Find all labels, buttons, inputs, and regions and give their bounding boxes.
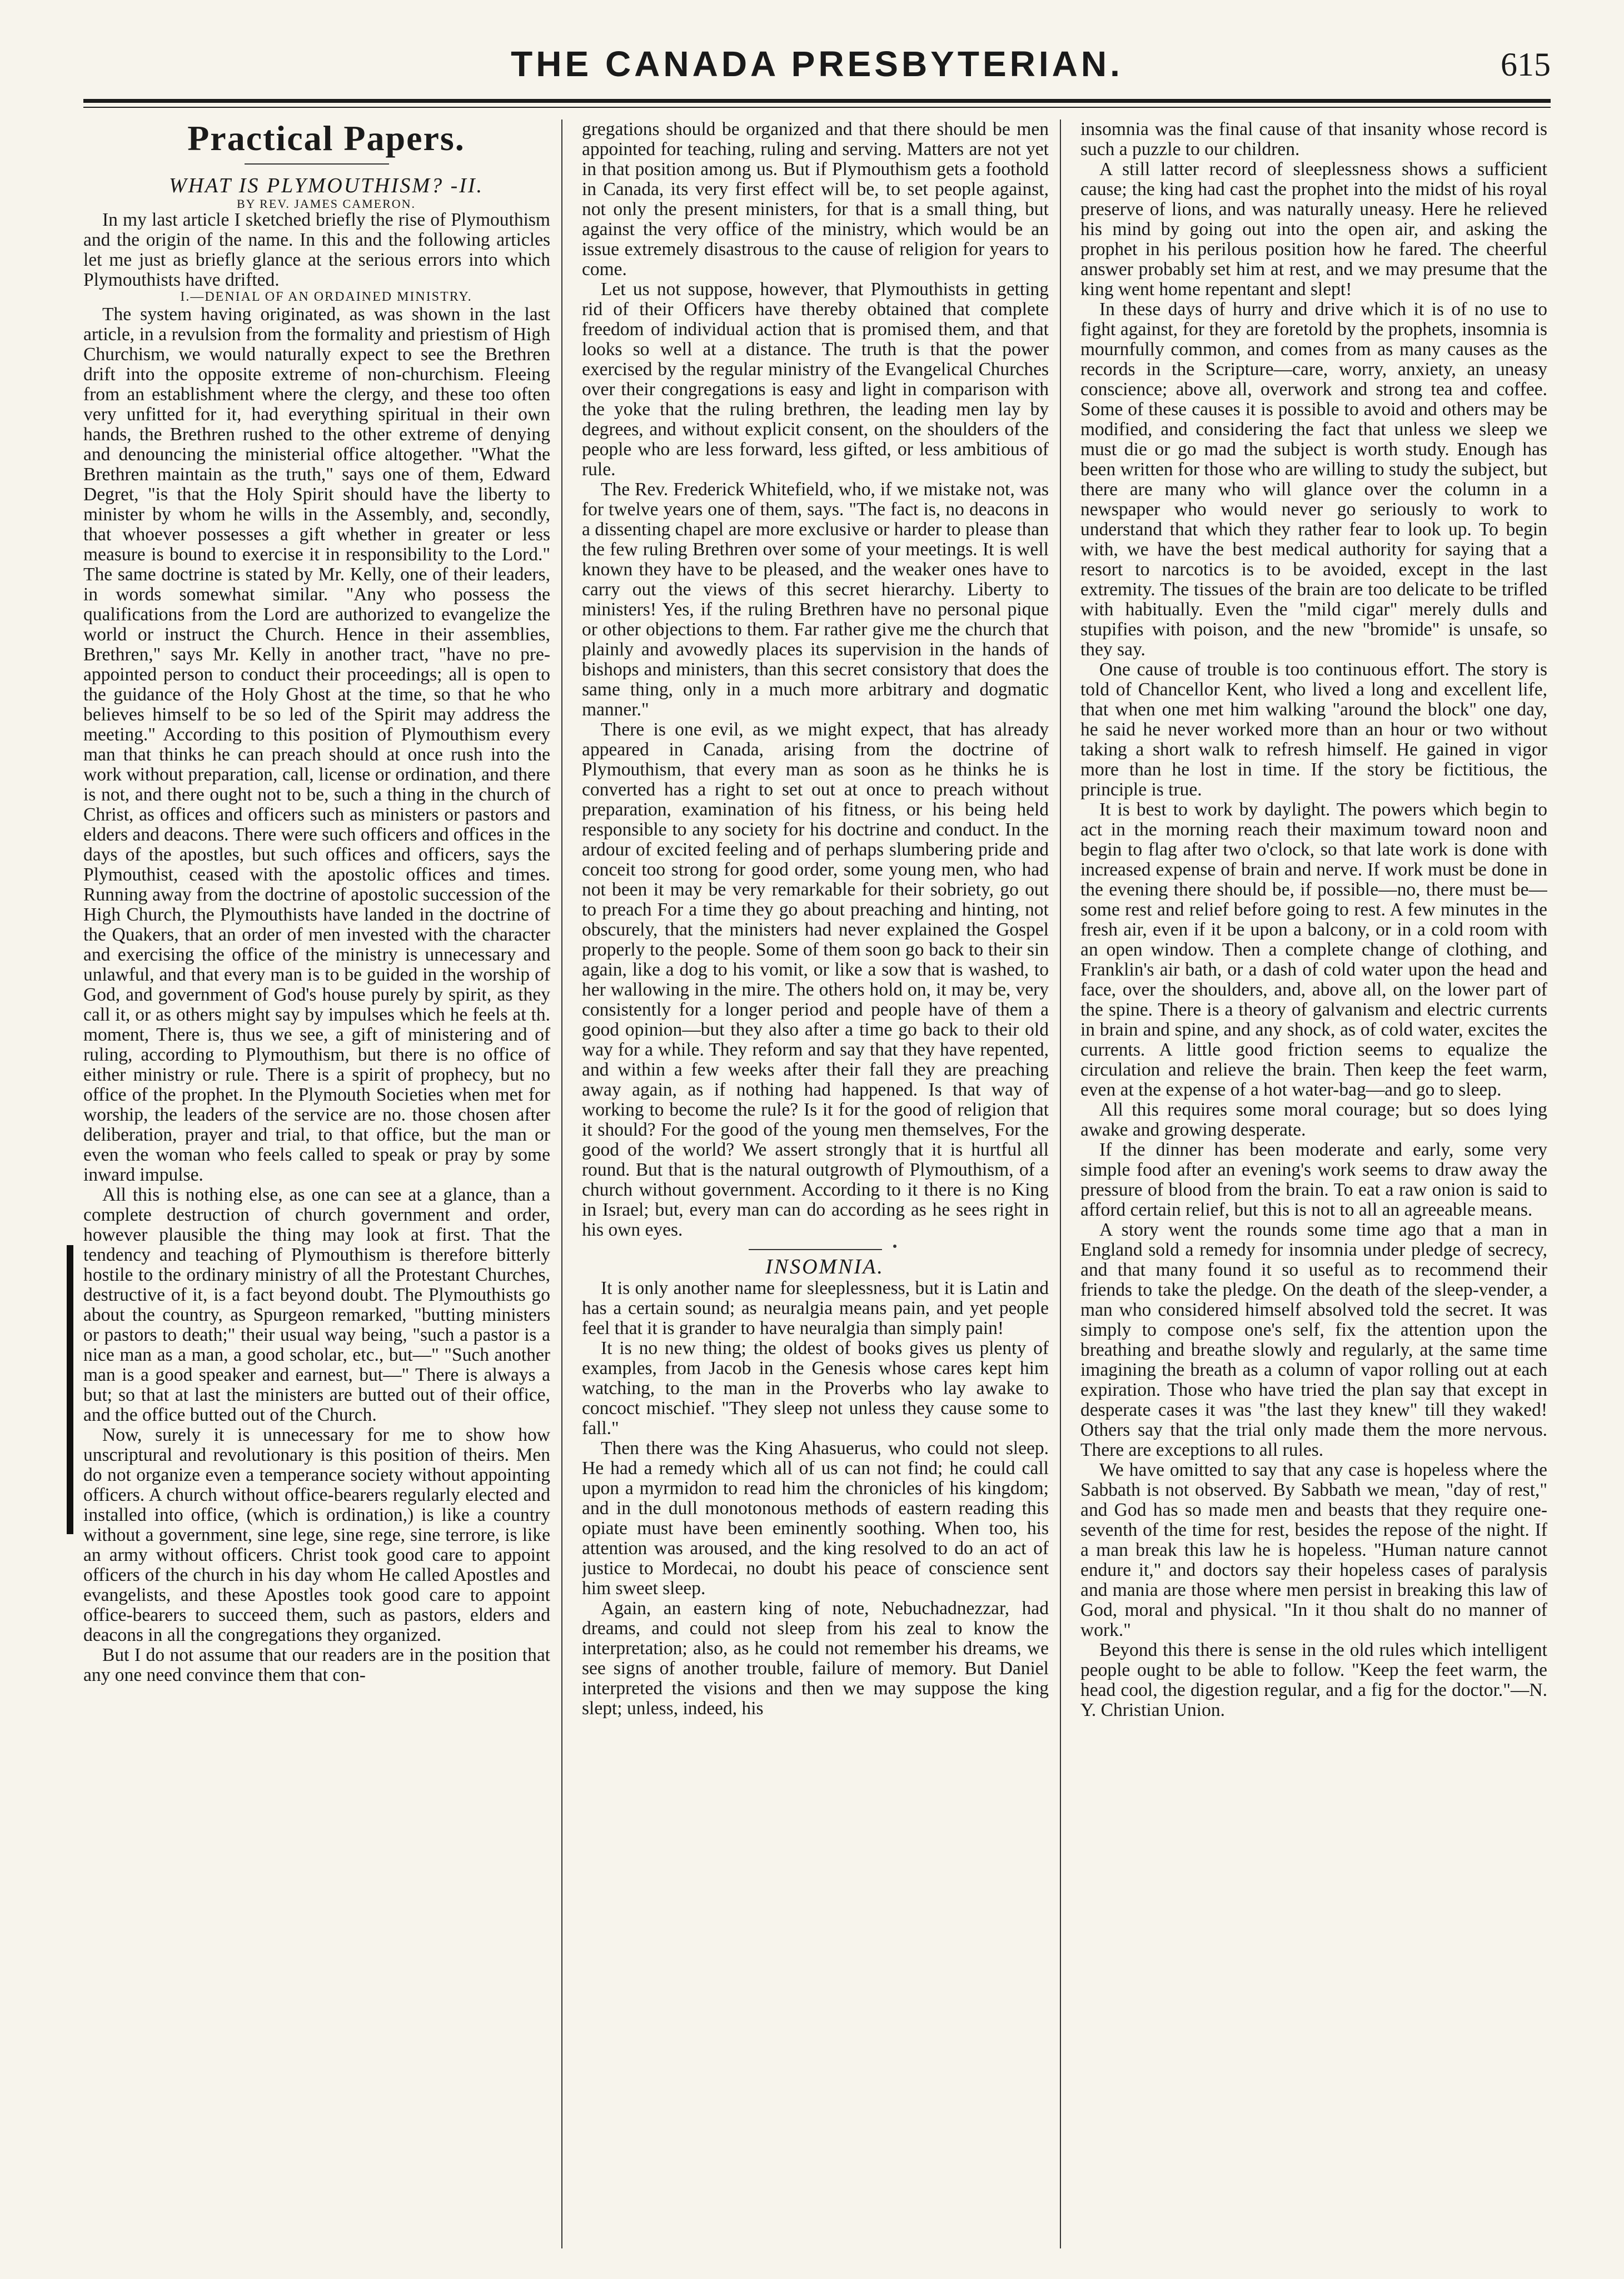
paragraph: It is best to work by daylight. The powers which begin to act in the morning reach their maximum toward noon and begin to flag after two o'clock, so that late work is done with increased expense of brain and nerve. If work must be done in the evening there should be, if possible—no, there must be—some rest and relief before going to rest. A few minutes in the fresh air, even if it be upon a balcony, or in a cold room with an open window. Then a complete change of clothing, and Franklin's air bath, or a dash of cold water upon the head and face, over the shoulders, and, above all, on the lower part of the spine. There is a theory of galvanism and electric currents in brain and spine, and any shock, as of cold water, excites the currents. A little good friction seems to equalize the circulation and relieve the brain. Then keep the feet warm, even at the expense of a hot water-bag—and go to sleep. (1080, 799, 1547, 1100)
article-title: WHAT IS PLYMOUTHISM? -II. (168, 173, 484, 197)
paragraph: Then there was the King Ahasuerus, who could not sleep. He had a remedy which all of us can not find; he could call upon a myrmidon to read him the chronicles of his kingdom; and in the dull monotonous methods of eastern reading this opiate must have been eminently soothing. When too, his attention was aroused, and the king resolved to do an act of justice to Mordecai, no doubt his peace of conscience sent him sweet sleep. (582, 1437, 1049, 1599)
article-title: INSOMNIA. (765, 1255, 884, 1278)
paragraph: Now, surely it is unnecessary for me to show how unscriptural and revolutionary is this position of theirs. Men do not organize even a temperance society without appointing officers. A church without office-bearers regularly elected and installed into office, (which is ordination,) is like a country without a government, sine lege, sine rege, sine terrore, is like an army without officers. Christ took good care to appoint officers of the church in his day whom He called Apostles and evangelists, and these Apostles took good care to appoint office-bearers to succeed them, such as pastors, elders and deacons in all the congregations they organized. (83, 1425, 550, 1646)
paragraph: One cause of trouble is too continuous effort. The story is told of Chancellor Kent, who lived a long and excellent life, that when one met him walking "around the block" one day, he said he never worked more than an hour or two without taking a short walk to refresh himself. He gained in vigor more than he lost in time. If the story be fictitious, the principle is true. (1080, 659, 1547, 800)
paragraph: A still latter record of sleeplessness shows a sufficient cause; the king had cast the prophet into the midst of his royal preserve of lions, and was naturally uneasy. Here he relieved his mind by going out into the open air, and asking the prophet in his perilous position how he fared. The cheerful answer probably set him at rest, and we may presume that the king went home repentant and slept! (1080, 159, 1547, 300)
paragraph: The system having originated, as was shown in the last article, in a revulsion from the formality and priestism of High Churchism, we would naturally expect to see the Brethren drift into the opposite extreme of non-churchism. Fleeing from an establishment where the clergy, and these too often very unfitted for it, had everything spiritual in their own hands, the Brethren rushed to the other extreme of denying and denouncing the ministerial office altogether. "What the Brethren maintain as the truth," says one of them, Edward Degret, "is that the Holy Spirit should have the liberty to minister by whom he wills in the Assembly, and, secondly, that whoever possesses a gift whether in greater or less measure is bound to exercise it in responsibility to the Lord." The same doctrine is stated by Mr. Kelly, one of their leaders, in words somewhat similar. "Any who possess the qualifications from the Lord are authorized to evangelize the world or instruct the Church. Hence in their assemblies, Brethren," says Mr. Kelly in another tract, "have no pre-appointed person to conduct their proceedings; all is open to the guidance of the Holy Ghost at the time, so that he who believes himself to be so led of the Spirit may address the meeting." According to this position of Plymouthism every man that thinks he can preach should at once rush into the work without preparation, call, license or ordination, and there is not, and there ought not to be, such a thing in the church of Christ, as offices and officers such as ministers or pastors and elders and deacons. There were such officers and offices in the days of the apostles, but such offices and officers, says the Plymouthist, ceased with the apostolic offices and times. Running away from the doctrine of apostolic succession of the High Church, the Plymouthists have landed in the doctrine of the Quakers, that an order of men invested with the character and exercising the office of the ministry is unnecessary and unlawful, and that every man is to be guided in the worship of God, and government of God's house purely by spirit, as they call it, or as others might say by impulses which he feels at th. moment, There is, thus we see, a gift of ministering and of ruling, according to Plymouthism, but there is no office of either ministry or rule. There is a spirit of prophecy, but no office of the prophet. In the Plymouth Societies when met for worship, the leaders of the service are no. those chosen after deliberation, prayer and trial, to that office, but the man or even the woman who feels called to speak or pray by some inward impulse. (83, 304, 550, 1186)
header-rule-thick (83, 99, 1551, 103)
paragraph: It is only another name for sleeplessness, but it is Latin and has a certain sound; as neuralgia means pain, and yet people feel that it is grander to have neuralgia than simply pain! (582, 1277, 1049, 1338)
paragraph: In my last article I sketched briefly the rise of Plymouthism and the origin of the name. In this and the following articles let me just as briefly glance at the serious errors into which Plymouthists have drifted. (83, 210, 550, 291)
column-middle (582, 120, 1049, 2265)
column-divider (1060, 120, 1061, 2248)
page-number: 615 (1501, 46, 1551, 83)
column-divider (561, 120, 562, 2248)
paragraph: Beyond this there is sense in the old rules which intelligent people ought to be able to follow. "Keep the feet warm, the head cool, the digestion regular, and a fig for the doctor."—N. Y. Christian Union. (1080, 1640, 1547, 1720)
column-left (83, 120, 550, 2265)
heading-rule (245, 163, 389, 165)
article-subheading: I.—DENIAL OF AN ORDAINED MINISTRY. (180, 290, 472, 305)
article-separator (582, 1240, 1049, 1256)
paragraph: Let us not suppose, however, that Plymouthists in getting rid of their Officers have thereby obtained that complete freedom of individual action that is promised them, and that looks so well at a distance. The truth is that the power exercised by the regular ministry of the Evangelical Churches over their congregations is easy and light in comparison with the yoke that the ruling brethren, the leading men lay by degrees, and without explicit consent, on the shoulders of the people who are less forward, less gifted, or less ambitious of rule. (582, 279, 1049, 480)
paragraph: But I do not assume that our readers are in the position that any one need convince them that con- (83, 1645, 550, 1686)
column-right (1080, 120, 1547, 2265)
paragraph: gregations should be organized and that there should be men appointed for teaching, ruling and serving. Matters are not yet in that position among us. But if Plymouthism gets a foothold in Canada, its very first effect will be, to set people against, not only the present ministers, for that is a small thing, but against the very office of the ministry, which would be an issue extremely disastrous to the cause of religion for years to come. (582, 120, 1049, 280)
paragraph: Again, an eastern king of note, Nebuchadnezzar, had dreams, and could not sleep from his zeal to know the interpretation; also, as he could not remember his dreams, we see signs of another trouble, failure of memory. But Daniel interpreted the visions and then we may suppose the king slept; unless, indeed, his (582, 1598, 1049, 1719)
paragraph: If the dinner has been moderate and early, some very simple food after an evening's work seems to draw away the pressure of blood from the brain. To eat a raw onion is said to afford certain relief, but this is not to all an agreeable means. (1080, 1140, 1547, 1220)
paragraph: The Rev. Frederick Whitefield, who, if we mistake not, was for twelve years one of them, says. "The fact is, no deacons in a dissenting chapel are more exclusive or harder to please than the few ruling Brethren over some of your meetings. It is well known they have to be pleased, and the weaker ones have to carry out the views of this secret hierarchy. Liberty to ministers! Yes, if the ruling Brethren have no personal pique or other objections to them. Far rather give me the church that plainly and avowedly places its supervision in the hands of bishops and ministers, than this secret consistory that does the same thing, only in a much more arbitrary and dogmatic manner." (582, 479, 1049, 720)
paragraph: There is one evil, as we might expect, that has already appeared in Canada, arising from the doctrine of Plymouthism, that every man as soon as he thinks he is converted has a right to set out at once to preach without preparation, examination of his fitness, or his being held responsible to any society for his doctrine and conduct. In the ardour of excited feeling and of perhaps slumbering pride and conceit too strong for good order, some young men, who had not been it may be very remarkable for their sobriety, go out to preach For a time they go about preaching and hinting, not obscurely, that the ministers had never explained the Gospel properly to the people. Some of them soon go back to their sin again, like a dog to his vomit, or like a sow that is washed, to her wallowing in the mire. The others hold on, it may be, very consistently for a longer period and people have of them a good opinion—but they also after a time go back to their old way for a while. They reform and say that they have repented, and within a few weeks after their fall they are preaching away again, as if nothing had happened. Is that way of working to become the rule? Is it for the good of religion that it should? For the good of the young men themselves, For the good of the world? We assert strongly that it is hurtful all round. But that is the natural outgrowth of Plymouthism, of a church without government. According to it there is no King in Israel; but, every man can do according as he sees right in his own eyes. (582, 719, 1049, 1240)
paragraph: insomnia was the final cause of that insanity whose record is such a puzzle to our children. (1080, 120, 1547, 160)
margin-mark (67, 1245, 73, 1534)
newspaper-title: THE CANADA PRESBYTERIAN. (511, 44, 1123, 84)
paragraph: A story went the rounds some time ago that a man in England sold a remedy for insomnia under pledge of secrecy, and that many found it so useful as to recommend their friends to take the pledge. On the death of the sleep-vender, a man who considered himself absolved told the secret. It was simply to compose one's self, fix the attention upon the breathing and breathe slowly and regularly, at the same time imagining the breath as a column of vapor rolling out at each expiration. Those who have tried the plan say that except in desperate cases it was "the last they knew" till they waked! Others say that the trial only made them the more nervous. There are exceptions to all rules. (1080, 1220, 1547, 1460)
paragraph: We have omitted to say that any case is hopeless where the Sabbath is not observed. By Sabbath we mean, "day of rest," and God has so made men and beasts that they require one-seventh of the time for rest, besides the repose of the night. If a man break this law he is hopeless. "Human nature cannot endure it," and doctors say their hopeless cases of paralysis and mania are those where men persist in breaking this law of God, moral and physical. "In it thou shalt do no manner of work." (1080, 1460, 1547, 1640)
paragraph: It is no new thing; the oldest of books gives us plenty of examples, from Jacob in the Genesis whose cares kept him watching, to the man in the Proverbs who lay awake to concoct mischief. "They sleep not unless they cause some to fall." (582, 1337, 1049, 1439)
paragraph: All this is nothing else, as one can see at a glance, than a complete destruction of church government and order, however plausible the thing may look at first. That the tendency and teaching of Plymouthism is therefore bitterly hostile to the ordinary ministry of all the Protestant Churches, destructive of it, is a fact beyond doubt. The Plymouthists go about the country, as Spurgeon remarked, "butting ministers or pastors to death;" their usual way being, "such a pastor is a nice man as a man, a good scholar, etc., but—" "Such another man is a good speaker and earnest, but—" There is always a but; so that at last the ministers are butted out of their office, and the office butted out of the Church. (83, 1185, 550, 1426)
header-rule-thin (83, 107, 1551, 108)
article-byline: BY REV. JAMES CAMERON. (236, 196, 416, 211)
paragraph: In these days of hurry and drive which it is of no use to fight against, for they are foretold by the prophets, insomnia is mournfully common, and comes from as many causes as the records in the Scripture—care, worry, anxiety, an uneasy conscience; above all, overwork and strong tea and coffee. Some of these causes it is possible to avoid and others may be modified, and considering the fact that unless we sleep we must die or go mad the subject is worth study. Enough has been written for those who are willing to study the subject, but there are many who will glance over the column in a newspaper who would never go seriously to work to understand that which they rather fear to look up. To begin with, we have the best medical authority for saying that a resort to narcotics is to be avoided, except in the last extremity. The tissues of the brain are too delicate to be trifled with habitually. Even the "mild cigar" merely dulls and stupifies with poison, and the new "bromide" is unsafe, so they say. (1080, 299, 1547, 660)
section-heading: Practical Papers. (187, 120, 465, 158)
masthead (83, 33, 1551, 100)
paragraph: All this requires some moral courage; but so does lying awake and growing desperate. (1080, 1099, 1547, 1140)
